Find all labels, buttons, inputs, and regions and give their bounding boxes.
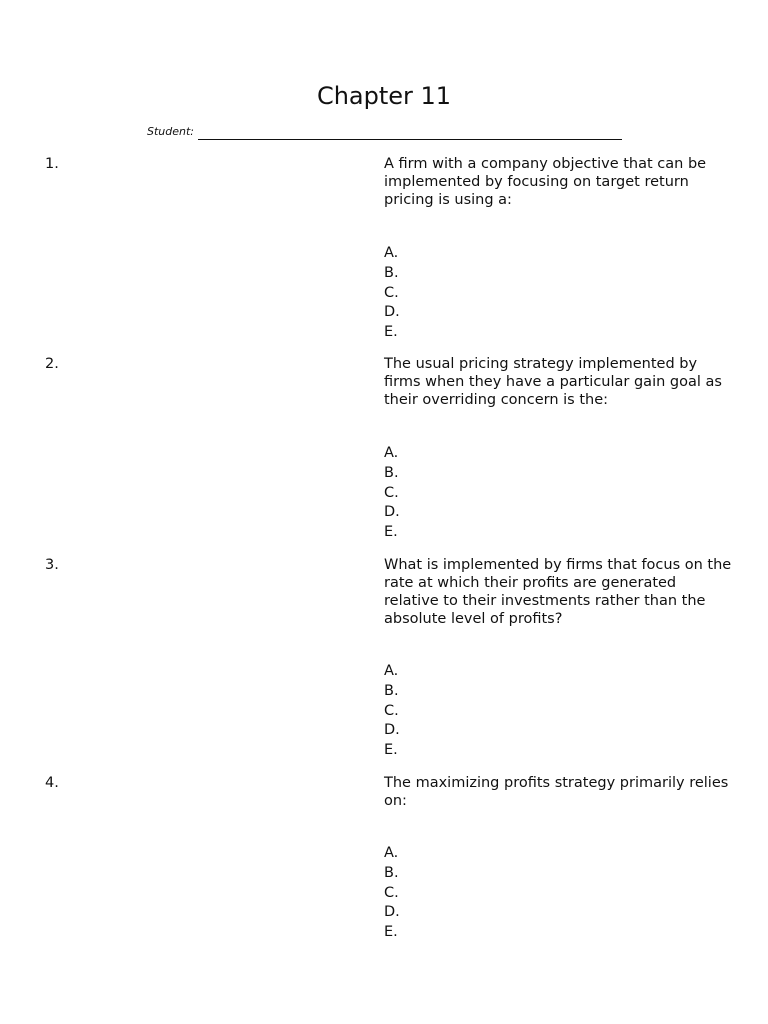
answer-options — [384, 662, 400, 761]
option-b[interactable]: B. — [384, 464, 399, 481]
student-label: Student: — [147, 125, 195, 138]
option-a[interactable]: A. — [384, 245, 399, 261]
option-c[interactable]: C. — [384, 884, 399, 901]
page-title: Chapter 11 — [316, 82, 452, 110]
option-d[interactable]: D. — [384, 904, 400, 921]
answer-options — [384, 244, 400, 343]
option-e[interactable]: E. — [384, 742, 398, 758]
option-e[interactable]: E. — [384, 524, 398, 540]
option-a[interactable]: A. — [384, 845, 399, 861]
option-a[interactable]: A. — [384, 445, 399, 461]
option-c[interactable]: C. — [384, 284, 399, 301]
answer-options — [384, 444, 400, 543]
option-e[interactable]: E. — [384, 324, 398, 340]
question-text: The maximizing profits strategy primarily relies on: — [384, 775, 729, 809]
option-c[interactable]: C. — [384, 484, 399, 501]
option-b[interactable]: B. — [384, 264, 399, 281]
option-d[interactable]: D. — [384, 504, 400, 521]
option-d[interactable]: D. — [384, 722, 400, 739]
question-number: 4. — [45, 775, 59, 791]
question-text: The usual pricing strategy implemented by firms when they have a particular gain goal as their overriding concern is the: — [384, 356, 722, 408]
question-text: What is implemented by firms that focus on the rate at which their profits are generated relative to their investments rather than the absolute level of profits? — [384, 557, 732, 627]
question-number: 3. — [45, 557, 59, 573]
option-a[interactable]: A. — [384, 663, 399, 679]
question-number: 2. — [45, 356, 59, 372]
question-text: A firm with a company objective that can be implemented by focusing on target return pricing is using a: — [384, 156, 707, 208]
answer-options — [384, 844, 400, 943]
student-name-field — [147, 124, 622, 140]
option-d[interactable]: D. — [384, 304, 400, 321]
student-name-blank[interactable] — [198, 127, 622, 140]
option-b[interactable]: B. — [384, 864, 399, 881]
option-c[interactable]: C. — [384, 702, 399, 719]
question-number: 1. — [45, 156, 59, 172]
option-b[interactable]: B. — [384, 682, 399, 699]
option-e[interactable]: E. — [384, 924, 398, 940]
